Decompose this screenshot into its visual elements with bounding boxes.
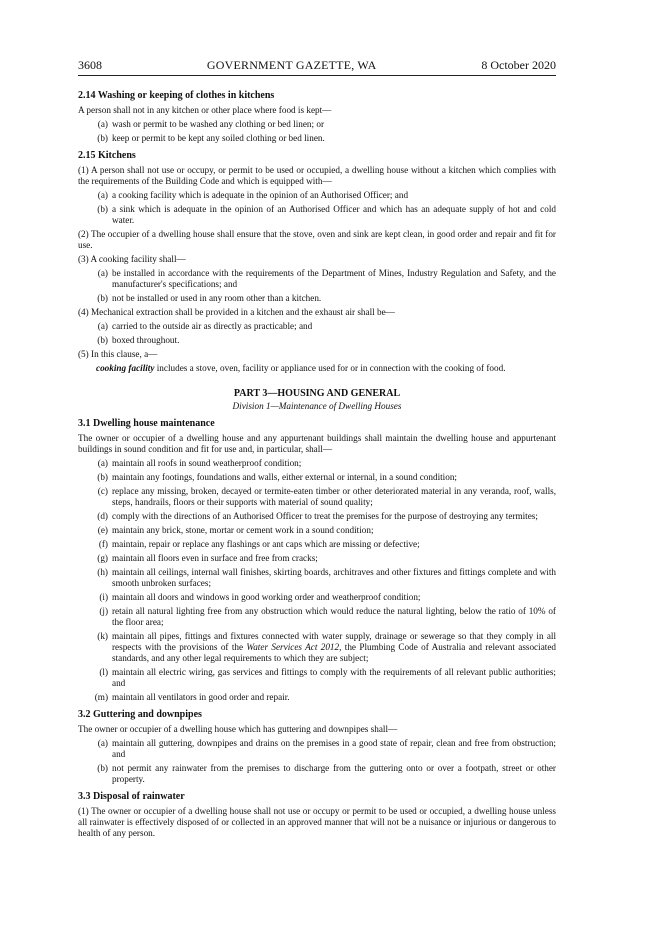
item-label: (b) [97,204,108,214]
item-text: retain all natural lighting free from any obstruction which would reduce the natural lighting, below the ratio of 10% of the floor area; [112,606,556,627]
item-label: (k) [97,631,108,641]
item-text: maintain all ceilings, internal wall finishes, skirting boards, architraves and other fixtures and fittings complete and with smooth unbroken surfaces; [112,567,556,588]
list-item [78,268,556,290]
section-intro: The owner or occupier of a dwelling house which has guttering and downpipes shall— [78,724,398,734]
list-item [78,293,556,304]
defined-term: cooking facility [96,363,155,373]
item-label: (m) [94,692,108,702]
list-item [78,335,556,346]
paragraph: (3) A cooking facility shall— [78,254,186,264]
list-item [78,592,556,603]
section-intro: A person shall not in any kitchen or other place where food is kept— [78,105,332,115]
section-heading-2-14: 2.14 Washing or keeping of clothes in kitchens [78,90,275,101]
item-label: (b) [97,293,108,303]
list-item [78,458,556,469]
item-text: keep or permit to be kept any soiled clothing or bed linen. [112,133,325,143]
item-text: replace any missing, broken, decayed or termite-eaten timber or other deteriorated material in any veranda, roof, walls, steps, handrails, floors or their supports with material of sound quality; [112,486,556,507]
section-intro: The owner or occupier of a dwelling house and any appurtenant buildings shall maintain the dwelling house and appurtenant buildings in sound condition and fit for use and, in particular, shall— [78,433,556,454]
item-label: (e) [97,525,108,535]
list-item [78,472,556,483]
list-item [78,606,556,628]
section-heading-3-3: 3.3 Disposal of rainwater [78,791,185,802]
item-text: comply with the directions of an Authorised Officer to treat the premises for the purpose of destroying any termites; [112,511,538,521]
list-item [78,631,556,664]
item-text: be installed in accordance with the requirements of the Department of Mines, Industry Regulation and Safety, and the manufacturer's specifications; and [112,268,556,289]
item-label: (g) [97,553,108,563]
item-text: maintain all floors even in surface and free from cracks; [112,553,318,563]
page-number: 3608 [78,58,102,72]
item-label: (c) [97,486,108,496]
paragraph: (1) A person shall not use or occupy, or permit to be used or occupied, a dwelling house without a kitchen which complies with the requirements of the Building Code and which is equipped with— [78,165,556,186]
section-heading-3-2: 3.2 Guttering and downpipes [78,709,202,720]
item-text: not be installed or used in any room other than a kitchen. [112,293,322,303]
item-text: maintain all roofs in sound weatherproof condition; [112,458,302,468]
list-item [78,190,556,201]
item-text: a cooking facility which is adequate in the opinion of an Authorised Officer; and [112,190,409,200]
item-text: a sink which is adequate in the opinion of an Authorised Officer and which has an adequate supply of hot and cold water. [112,204,556,225]
section-heading-3-1: 3.1 Dwelling house maintenance [78,418,215,429]
item-text: boxed throughout. [112,335,180,345]
list-item [78,539,556,550]
item-label: (j) [99,606,108,616]
list-item [78,321,556,332]
item-label: (f) [98,539,108,549]
item-text-part: , the Plumbing Code of Australia and relevant associated standards, and any other legal requirements to which they are subject; [112,642,556,663]
list-item [78,567,556,589]
paragraph: (2) The occupier of a dwelling house shall ensure that the stove, oven and sink are kept clean, in good order and repair and fit for use. [78,229,556,250]
list-item [78,204,556,226]
gazette-page [78,58,556,842]
item-label: (b) [97,335,108,345]
item-label: (a) [97,268,108,278]
item-label: (b) [97,133,108,143]
item-label: (a) [97,738,108,748]
item-text: maintain, repair or replace any flashings or ant caps which are missing or defective; [112,539,420,549]
definition-text: includes a stove, oven, facility or appliance used for or in connection with the cooking of food. [154,363,506,373]
item-text [112,631,556,664]
item-text: maintain all guttering, downpipes and drains on the premises in a good state of repair, clean and free from obstruction; and [112,738,556,759]
list-item [78,511,556,522]
item-text: maintain all ventilators in good order and repair. [112,692,290,702]
item-label: (l) [99,667,108,677]
paragraph: (1) The owner or occupier of a dwelling house shall not use or occupy or permit to be used or occupied, a dwelling house unless all rainwater is effectively disposed of or collected in an approved manner that will not be a nuisance or injurious or dangerous to health of any person. [78,806,556,838]
list-item [78,133,556,144]
list-item [78,525,556,536]
paragraph: (5) In this clause, a— [78,349,158,359]
item-text: maintain all doors and windows in good working order and weatherproof condition; [112,592,421,602]
item-label: (a) [97,190,108,200]
list-item [78,486,556,508]
item-label: (b) [97,763,108,773]
list-item [78,553,556,564]
list-item [78,738,556,760]
division-title: Division 1—Maintenance of Dwelling Houses [232,401,402,411]
section-heading-2-15: 2.15 Kitchens [78,150,136,161]
list-item [78,667,556,689]
item-label: (a) [97,458,108,468]
item-label: (i) [99,592,108,602]
item-label: (d) [97,511,108,521]
item-label: (a) [97,321,108,331]
list-item [78,119,556,130]
item-text: wash or permit to be washed any clothing or bed linen; or [112,119,325,129]
list-item [78,692,556,703]
page-header [78,58,556,76]
item-text: maintain any footings, foundations and walls, either external or internal, in a sound condition; [112,472,457,482]
act-title: Water Services Act 2012 [246,642,340,652]
item-text: maintain any brick, stone, mortar or cement work in a sound condition; [112,525,374,535]
item-label: (a) [97,119,108,129]
item-text: not permit any rainwater from the premises to discharge from the guttering onto or over a footpath, street or other property. [112,763,556,784]
item-text-part: maintain all pipes, fittings and fixtures connected with water supply, drainage or sewerage so that they comply in all respects with the provisions of the [112,631,556,652]
item-label: (b) [97,472,108,482]
list-item [78,763,556,785]
item-label: (h) [97,567,108,577]
gazette-title: GOVERNMENT GAZETTE, WA [206,58,377,72]
definition [96,363,556,374]
paragraph: (4) Mechanical extraction shall be provided in a kitchen and the exhaust air shall be— [78,307,395,317]
item-text: maintain all electric wiring, gas services and fittings to comply with the requirements of all relevant public authorities; and [112,667,556,688]
issue-date: 8 October 2020 [481,58,556,72]
item-text: carried to the outside air as directly as practicable; and [112,321,313,331]
part-title: PART 3—HOUSING AND GENERAL [233,388,401,399]
